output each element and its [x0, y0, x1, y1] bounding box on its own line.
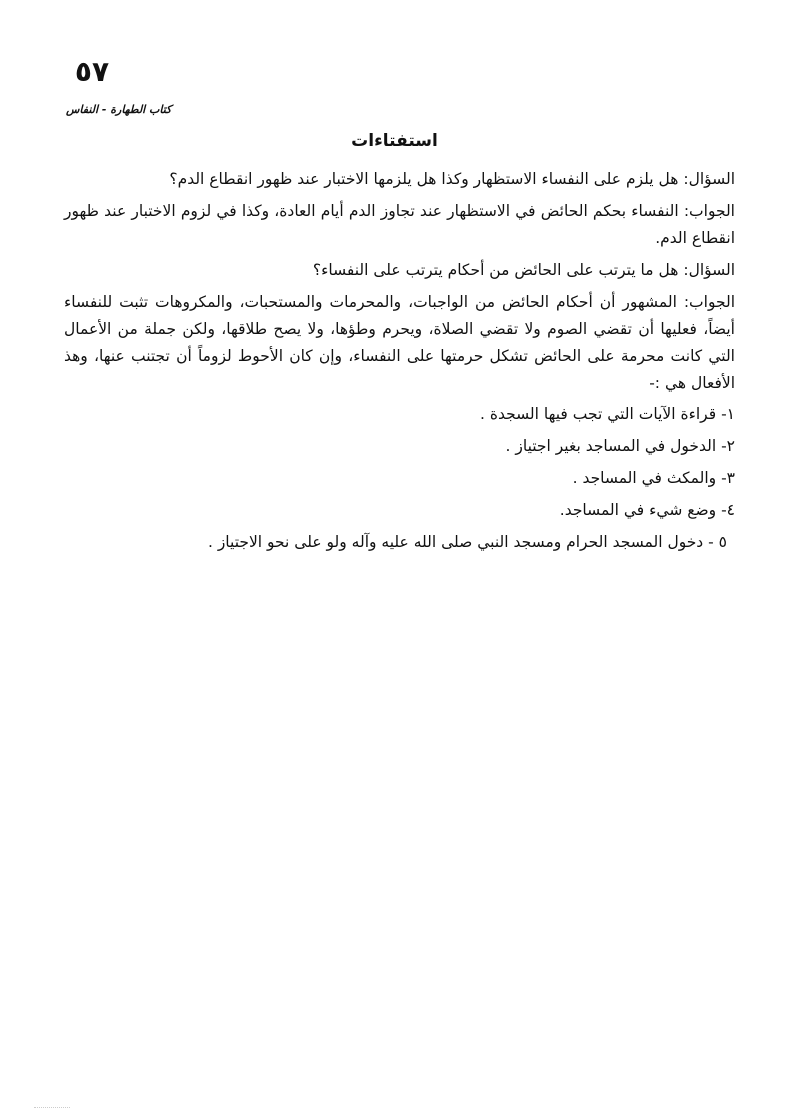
running-header: كتاب الطهارة - النفاس: [66, 103, 172, 116]
page-number: ٥٧: [74, 55, 110, 88]
list-item: ٢- الدخول في المساجد بغير اجتياز .: [505, 437, 735, 455]
list-item: ٣- والمكث في المساجد .: [572, 469, 735, 487]
answer-1: الجواب: النفساء بحكم الحائض في الاستظهار عند تجاوز الدم أيام العادة، وكذا في لزوم الاختبار عند ظهور انقطاع الدم.: [64, 202, 735, 247]
actions-list: [64, 402, 735, 554]
section-title: استفتاءات: [351, 131, 438, 151]
document-body: [64, 166, 735, 562]
question-2: السؤال: هل ما يترتب على الحائض من أحكام يترتب على النفساء؟: [312, 261, 735, 279]
page-footer-mark: [34, 1107, 70, 1112]
list-item: ٤- وضع شيء في المساجد.: [559, 501, 735, 519]
list-item: ٥ - دخول المسجد الحرام ومسجد النبي صلى الله عليه وآله ولو على نحو الاجتياز .: [207, 533, 727, 551]
list-item: ١- قراءة الآيات التي تجب فيها السجدة .: [479, 405, 735, 423]
question-1: السؤال: هل يلزم على النفساء الاستظهار وكذا هل يلزمها الاختبار عند ظهور انقطاع الدم؟: [169, 170, 735, 188]
answer-2: الجواب: المشهور أن أحكام الحائض من الواجبات، والمحرمات والمستحبات، والمكروهات تثبت للنفساء أيضاً، فعليها أن تقضي الصوم ولا تقضي الصلاة، ويحرم وطؤها، ولا يصح طلاقها، ولكن جملة من الأعمال التي كانت محرمة على الحائض تشكل حرمتها على النفساء، وإن كان الأحوط لزوماً أن تجتنب عنها، وهذ الأفعال هي :-: [64, 293, 735, 392]
